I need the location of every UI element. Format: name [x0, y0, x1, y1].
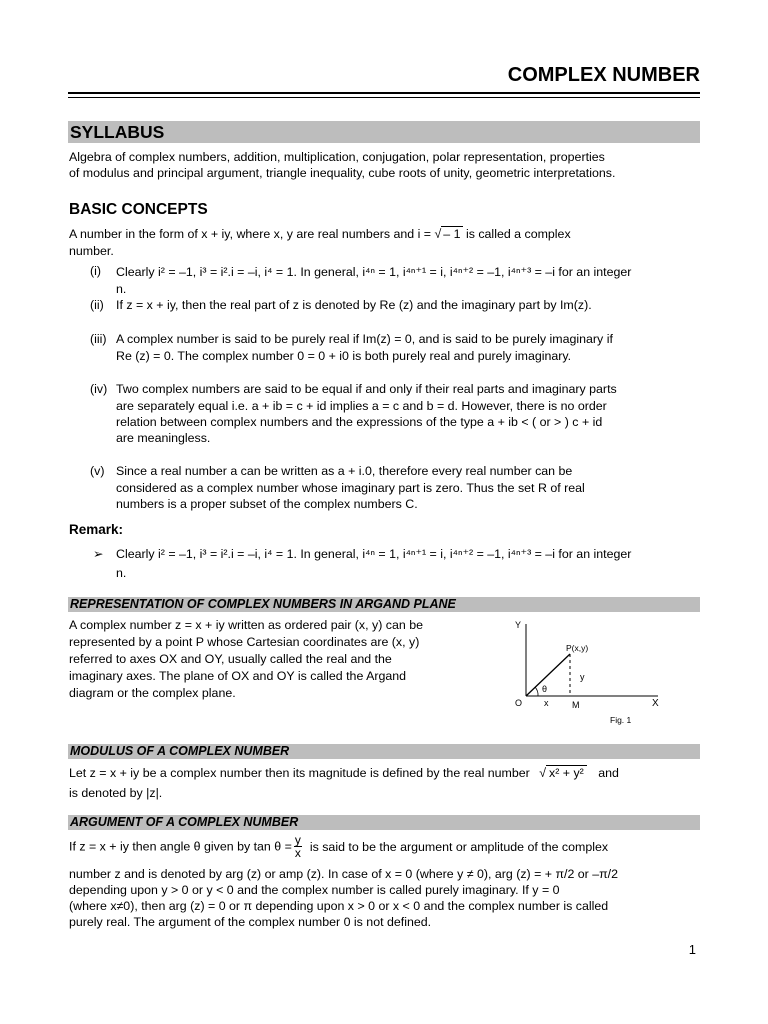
title-rule-thick: [68, 92, 700, 94]
basic-intro-line: [69, 227, 571, 241]
item-text-cont: n.: [116, 282, 127, 296]
argument-line: [69, 834, 608, 859]
figure-caption: Fig. 1: [610, 715, 632, 725]
item-text-cont: are meaningless.: [116, 431, 211, 445]
item-label: (i): [90, 264, 102, 278]
argand-diagram: [500, 614, 680, 734]
syllabus-line: of modulus and principal argument, triangle inequality, cube roots of unity, geometric interpretations.: [69, 166, 616, 180]
basic-intro-line: number.: [69, 244, 114, 258]
sqrt-radicand: – 1: [443, 227, 461, 241]
item-label: (ii): [90, 298, 104, 312]
m-label: M: [572, 700, 580, 710]
sqrt-symbol: √: [434, 227, 442, 241]
argument-line: depending upon y > 0 or y < 0 and the complex number is called purely imaginary. If y = 0: [69, 883, 560, 897]
page-number: 1: [688, 942, 696, 957]
remark-text: Clearly i² = –1, i³ = i².i = –i, i⁴ = 1. In general, i⁴ⁿ = 1, i⁴ⁿ⁺¹ = i, i⁴ⁿ⁺² = –1, i⁴ⁿ⁺³ = –i for an integer: [116, 547, 632, 561]
modulus-line: is denoted by |z|.: [69, 786, 163, 800]
argand-line: imaginary axes. The plane of OX and OY is called the Argand: [69, 669, 407, 683]
modulus-line: [69, 766, 619, 780]
item-text: Two complex numbers are said to be equal if and only if their real parts and imaginary parts: [116, 382, 617, 396]
remark-text-cont: n.: [116, 566, 127, 580]
fraction-denominator: x: [294, 846, 301, 860]
bullet-icon: ➢: [93, 547, 104, 561]
sqrt-radicand: x² + y²: [546, 765, 587, 780]
origin-label: O: [515, 698, 523, 708]
item-text: Clearly i² = –1, i³ = i².i = –i, i⁴ = 1. In general, i⁴ⁿ = 1, i⁴ⁿ⁺¹ = i, i⁴ⁿ⁺² = –1, i⁴ⁿ⁺³ = –i for an integer: [116, 265, 632, 279]
item-text: If z = x + iy, then the real part of z is denoted by Re (z) and the imaginary part by Im(z).: [116, 298, 592, 312]
argand-line: diagram or the complex plane.: [69, 686, 236, 700]
item-label: (v): [90, 464, 105, 478]
modulus-text: Let z = x + iy be a complex number then its magnitude is defined by the real number: [69, 766, 530, 780]
sqrt-symbol: √: [539, 766, 547, 780]
op-line: [526, 654, 570, 696]
item-text-cont: numbers is a proper subset of the complex numbers C.: [116, 497, 418, 511]
argument-text: is said to be the argument or amplitude of the complex: [309, 839, 609, 854]
item-label: (iii): [90, 332, 107, 346]
theta-label: θ: [542, 684, 548, 694]
item-text-cont: relation between complex numbers and the expressions of the type a + ib < ( or > ) c + id: [116, 415, 603, 429]
syllabus-line: Algebra of complex numbers, addition, multiplication, conjugation, polar representation, properties: [69, 150, 605, 164]
argument-line: purely real. The argument of the complex number 0 is not defined.: [69, 915, 432, 929]
item-text-cont: Re (z) = 0. The complex number 0 = 0 + i0 is both purely real and purely imaginary.: [116, 349, 572, 363]
theta-arc: [535, 687, 538, 696]
title-rule-thin: [68, 97, 700, 98]
tan-fraction: [294, 834, 302, 859]
y-axis-label: Y: [515, 620, 522, 630]
item-label: (iv): [90, 382, 108, 396]
y-segment-label: y: [580, 672, 585, 682]
intro-text: is called a complex: [462, 227, 571, 241]
item-text-cont: considered as a complex number whose imaginary part is zero. Thus the set R of real: [116, 481, 585, 495]
page-title: COMPLEX NUMBER: [507, 64, 700, 86]
remark-heading: Remark:: [69, 522, 124, 537]
argument-heading: ARGUMENT OF A COMPLEX NUMBER: [68, 815, 700, 830]
x-segment-label: x: [544, 698, 549, 708]
intro-text: A number in the form of x + iy, where x, y are real numbers and i =: [69, 227, 435, 241]
item-text-cont: are separately equal i.e. a + ib = c + id implies a = c and b = d. However, there is no order: [116, 399, 607, 413]
x-axis-label: X: [652, 698, 659, 709]
argand-line: represented by a point P whose Cartesian coordinates are (x, y): [69, 635, 420, 649]
argand-line: A complex number z = x + iy written as ordered pair (x, y) can be: [69, 618, 423, 632]
syllabus-heading: SYLLABUS: [68, 121, 700, 143]
argument-line: number z and is denoted by arg (z) or amp (z). In case of x = 0 (where y ≠ 0), arg (z) = + π/2 or –π/2: [69, 867, 619, 881]
argand-line: referred to axes OX and OY, usually called the real and the: [69, 652, 392, 666]
fraction-numerator: y: [294, 833, 301, 847]
point-label: P(x,y): [566, 643, 589, 653]
modulus-text: and: [598, 766, 619, 780]
argument-line: (where x≠0), then arg (z) = 0 or π depending upon x > 0 or x < 0 and the complex number is called: [69, 899, 609, 913]
item-text: Since a real number a can be written as a + i.0, therefore every real number can be: [116, 464, 573, 478]
argand-heading: REPRESENTATION OF COMPLEX NUMBERS IN ARGAND PLANE: [68, 597, 700, 612]
modulus-heading: MODULUS OF A COMPLEX NUMBER: [68, 744, 700, 759]
argument-text: If z = x + iy then angle θ given by tan θ =: [69, 839, 292, 854]
basic-concepts-heading: BASIC CONCEPTS: [69, 201, 208, 218]
item-text: A complex number is said to be purely real if Im(z) = 0, and is said to be purely imaginary if: [116, 332, 613, 346]
